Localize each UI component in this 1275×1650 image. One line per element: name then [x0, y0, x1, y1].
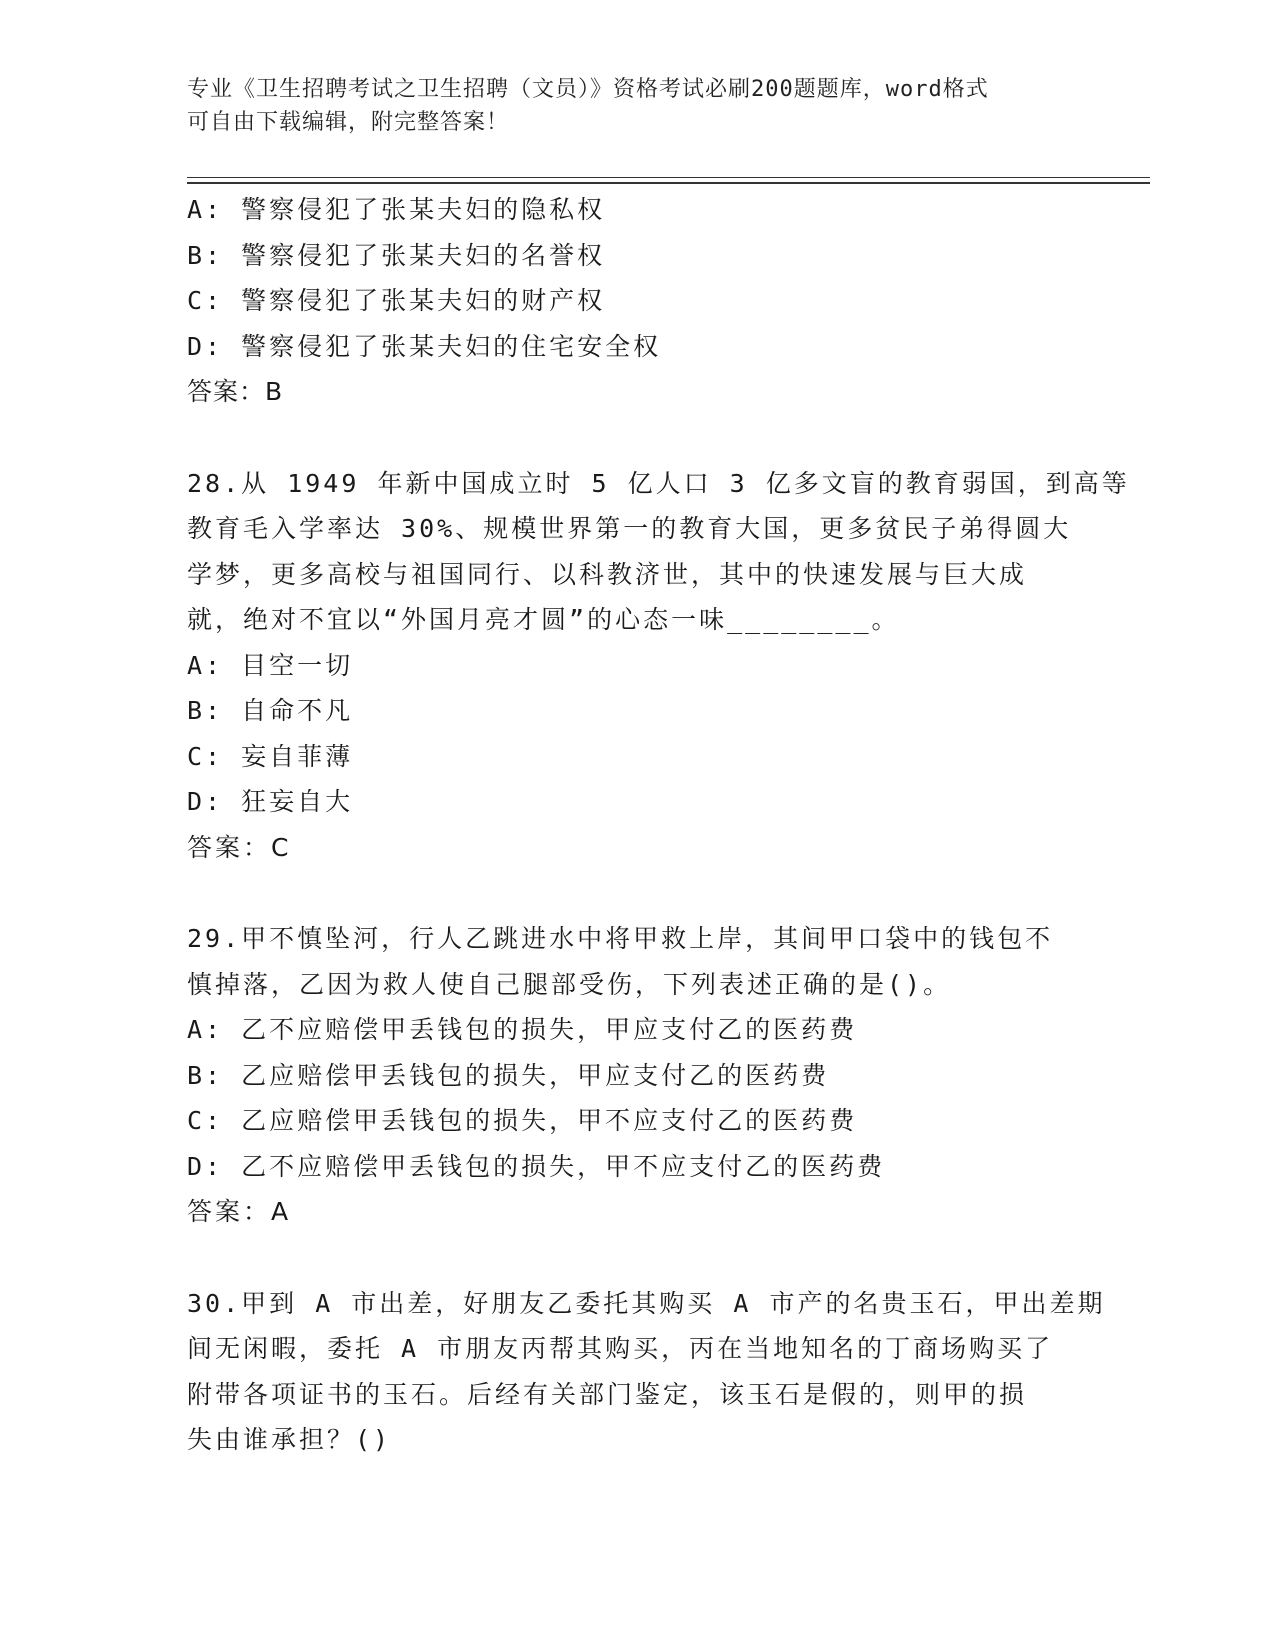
answer-label: 答案：B — [187, 377, 284, 406]
question-stem-line: 慎掉落，乙因为救人使自己腿部受伤，下列表述正确的是()。 — [187, 969, 952, 999]
spacer — [187, 1235, 1087, 1281]
header-divider-thick — [187, 182, 1150, 184]
document-header — [187, 73, 1087, 139]
question-stem-line: 30.甲到 A 市出差，好朋友乙委托其购买 A 市产的名贵玉石，甲出差期 — [187, 1288, 1106, 1318]
question-list — [187, 187, 1130, 1463]
option-d: D: 狂妄自大 — [187, 787, 354, 816]
question-27 — [187, 187, 1087, 415]
question-stem-line: 学梦，更多高校与祖国同行、以科教济世，其中的快速发展与巨大成 — [187, 559, 1028, 589]
spacer — [187, 415, 1087, 461]
header-line-1: 专业《卫生招聘考试之卫生招聘（文员）》资格考试必刷200题题库，word格式 — [187, 77, 989, 102]
option-b: B: 自命不凡 — [187, 696, 354, 725]
answer-label: 答案：A — [187, 1197, 292, 1226]
question-30 — [187, 1281, 1106, 1463]
question-stem-line: 失由谁承担？() — [187, 1425, 392, 1454]
question-stem-line: 29.甲不慎坠河，行人乙跳进水中将甲救上岸，其间甲口袋中的钱包不 — [187, 924, 1054, 953]
option-d: D: 乙不应赔偿甲丢钱包的损失，甲不应支付乙的医药费 — [187, 1151, 886, 1181]
answer-label: 答案：C — [187, 832, 292, 862]
header-line-2: 可自由下载编辑，附完整答案！ — [187, 110, 510, 135]
question-stem-line: 28.从 1949 年新中国成立时 5 亿人口 3 亿多文盲的教育弱国，到高等 — [187, 468, 1130, 498]
option-a: A: 目空一切 — [187, 650, 354, 680]
question-28 — [187, 461, 1130, 871]
option-c: C: 妄自菲薄 — [187, 741, 354, 771]
option-d: D: 警察侵犯了张某夫妇的住宅安全权 — [187, 331, 662, 361]
option-b: B: 乙应赔偿甲丢钱包的损失，甲应支付乙的医药费 — [187, 1060, 830, 1090]
option-a: A: 乙不应赔偿甲丢钱包的损失，甲应支付乙的医药费 — [187, 1015, 858, 1044]
option-b: B: 警察侵犯了张某夫妇的名誉权 — [187, 240, 606, 270]
option-a: A: 警察侵犯了张某夫妇的隐私权 — [187, 195, 606, 224]
spacer — [187, 870, 1087, 916]
question-stem-line: 间无闲暇，委托 A 市朋友丙帮其购买，丙在当地知名的丁商场购买了 — [187, 1334, 1054, 1363]
question-stem-line: 教育毛入学率达 30%、规模世界第一的教育大国，更多贫民子弟得圆大 — [187, 514, 1072, 543]
option-c: C: 乙应赔偿甲丢钱包的损失，甲不应支付乙的医药费 — [187, 1106, 858, 1135]
question-stem-line: 附带各项证书的玉石。后经有关部门鉴定，该玉石是假的，则甲的损 — [187, 1379, 1028, 1409]
option-c: C: 警察侵犯了张某夫妇的财产权 — [187, 286, 606, 315]
question-29 — [187, 916, 1087, 1235]
question-stem-line: 就，绝对不宜以“外国月亮才圆”的心态一味________。 — [187, 605, 900, 634]
header-divider-thin — [187, 177, 1150, 178]
